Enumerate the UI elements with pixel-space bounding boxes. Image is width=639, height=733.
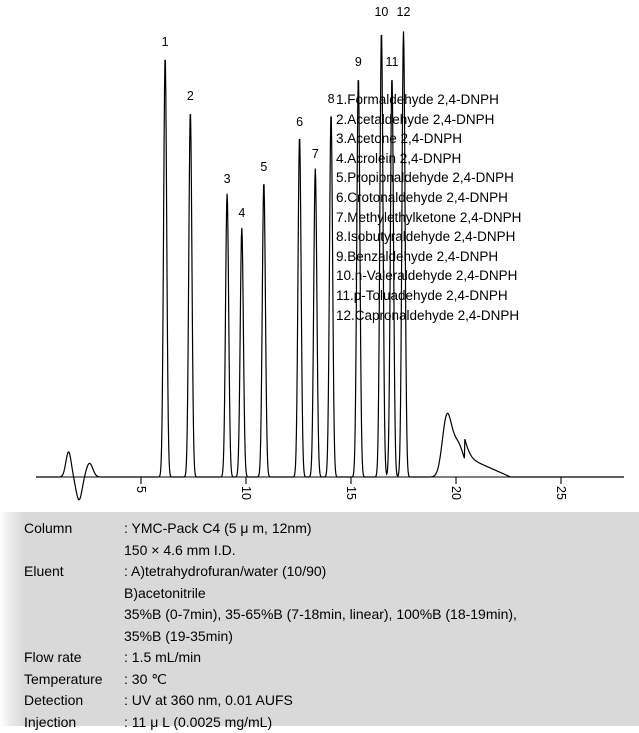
condition-key: Flow rate — [24, 647, 124, 669]
legend-item-6: 6.Crotonaldehyde 2,4-DNPH — [336, 188, 626, 208]
condition-value-continuation: 35%B (0-7min), 35-65%B (7-18min, linear), 100%B (18-19min), — [0, 604, 639, 626]
condition-value: : 1.5 mL/min — [124, 647, 639, 669]
legend-item-11: 11.p-Toluadehyde 2,4-DNPH — [336, 286, 626, 306]
legend-item-7: 7.Methylethylketone 2,4-DNPH — [336, 208, 626, 228]
condition-key: Injection — [24, 712, 124, 733]
condition-value: : 30 ℃ — [124, 669, 639, 691]
legend-item-10: 10.n-Valeraldehyde 2,4-DNPH — [336, 266, 626, 286]
condition-value-continuation: 35%B (19-35min) — [0, 626, 639, 648]
peak-label-12: 12 — [397, 5, 411, 19]
x-axis-tick-5: 5 — [134, 486, 148, 493]
legend-item-4: 4.Acrolein 2,4-DNPH — [336, 149, 626, 169]
condition-value-continuation: 150 × 4.6 mm I.D. — [0, 540, 639, 562]
legend-item-1: 1.Formaldehyde 2,4-DNPH — [336, 90, 626, 110]
peak-label-11: 11 — [385, 55, 398, 69]
peak-label-9: 9 — [355, 55, 362, 69]
peak-label-2: 2 — [187, 89, 194, 103]
condition-value: : YMC-Pack C4 (5 μ m, 12nm) — [124, 518, 639, 540]
compound-legend — [336, 90, 626, 325]
condition-row — [0, 690, 639, 712]
conditions-table — [0, 512, 639, 726]
peak-label-3: 3 — [224, 172, 231, 186]
legend-item-12: 12.Capronaldehyde 2,4-DNPH — [336, 306, 626, 326]
x-axis-tick-10: 10 — [239, 486, 253, 500]
peak-label-1: 1 — [162, 35, 169, 49]
condition-row — [0, 518, 639, 540]
legend-item-5: 5.Propionaldehyde 2,4-DNPH — [336, 168, 626, 188]
x-axis-tick-20: 20 — [449, 486, 463, 500]
condition-key: Temperature — [24, 669, 124, 691]
peak-label-10: 10 — [374, 5, 388, 19]
conditions-body — [0, 518, 639, 733]
peak-label-8: 8 — [328, 92, 335, 106]
peak-label-6: 6 — [296, 115, 303, 129]
legend-item-3: 3.Acetone 2,4-DNPH — [336, 129, 626, 149]
condition-value: : UV at 360 nm, 0.01 AUFS — [124, 690, 639, 712]
legend-item-8: 8.Isobutyraldehyde 2,4-DNPH — [336, 227, 626, 247]
x-axis-tick-15: 15 — [344, 486, 358, 500]
condition-key: Detection — [24, 690, 124, 712]
peak-label-5: 5 — [260, 160, 267, 174]
condition-row — [0, 669, 639, 691]
peak-label-7: 7 — [312, 147, 319, 161]
condition-value: : 11 μ L (0.0025 mg/mL) — [124, 712, 639, 733]
condition-row — [0, 561, 639, 583]
peak-label-4: 4 — [238, 206, 245, 220]
condition-value-continuation: B)acetonitrile — [0, 583, 639, 605]
condition-key: Eluent — [24, 561, 124, 583]
condition-value: : A)tetrahydrofuran/water (10/90) — [124, 561, 639, 583]
legend-item-2: 2.Acetaldehyde 2,4-DNPH — [336, 110, 626, 130]
condition-key: Column — [24, 518, 124, 540]
condition-row — [0, 647, 639, 669]
legend-item-9: 9.Benzaldehyde 2,4-DNPH — [336, 247, 626, 267]
x-axis-tick-25: 25 — [554, 486, 568, 500]
condition-row — [0, 712, 639, 733]
